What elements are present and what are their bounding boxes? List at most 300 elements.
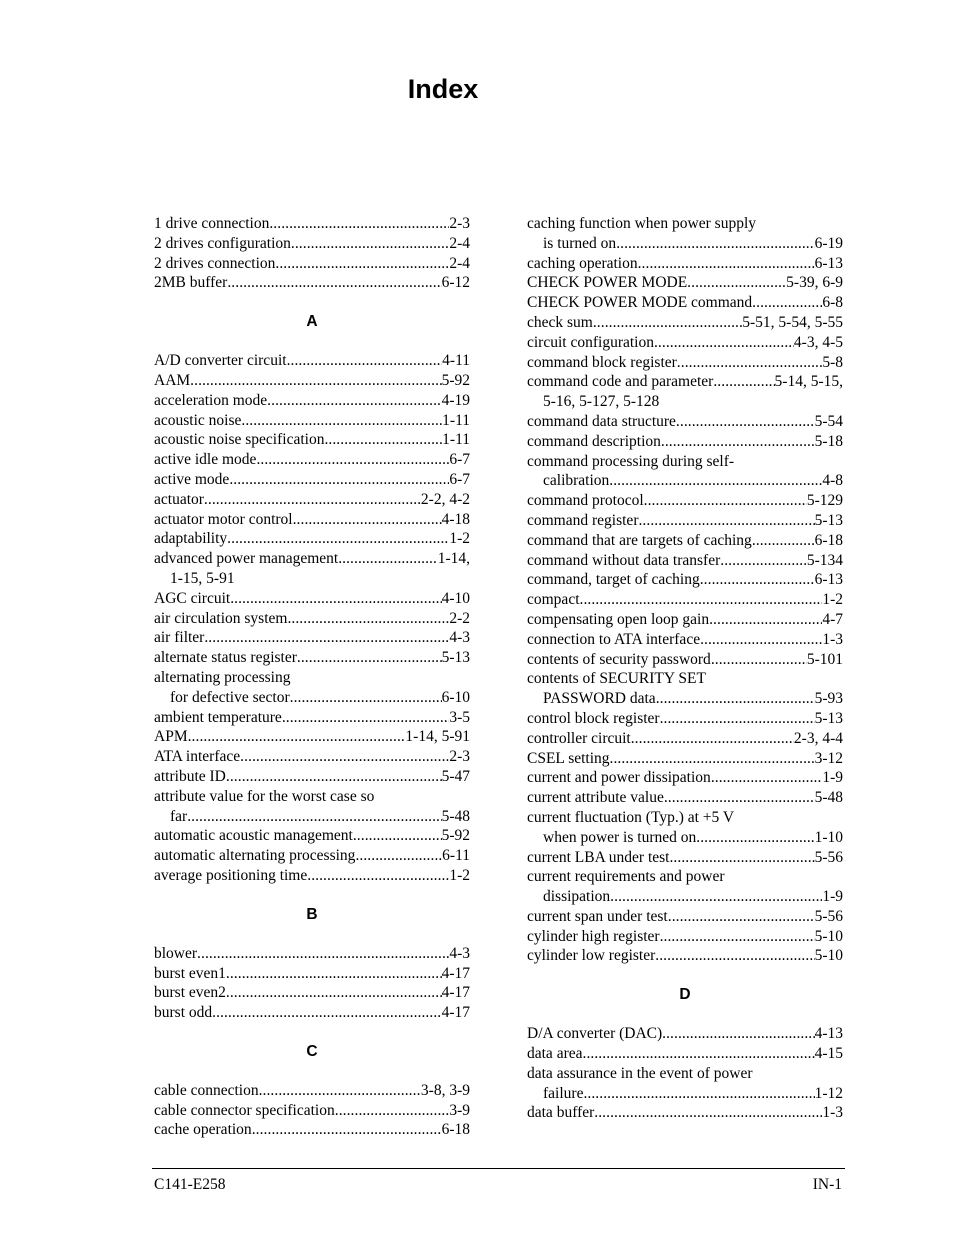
index-term: command description — [527, 432, 661, 450]
index-entry-line — [527, 570, 843, 590]
index-entry — [527, 749, 843, 769]
index-term: CHECK POWER MODE command — [527, 294, 753, 312]
dot-leader — [275, 254, 449, 274]
index-term: air filter — [154, 629, 205, 647]
index-entry-line — [154, 254, 470, 274]
index-term: current requirements and power — [527, 868, 725, 886]
index-term: current LBA under test — [527, 848, 670, 866]
dot-leader — [252, 1120, 442, 1140]
index-term: cache operation — [154, 1121, 252, 1139]
dot-leader — [229, 470, 449, 490]
page-reference: 3-5 — [449, 708, 470, 726]
page-reference: 1-3 — [822, 630, 843, 648]
index-entry-line — [527, 214, 843, 234]
index-entry-line — [527, 927, 843, 947]
index-entry-line — [154, 846, 470, 866]
page-reference: 6-12 — [441, 274, 470, 292]
index-term: current span under test — [527, 907, 668, 925]
page-reference: 6-19 — [814, 234, 843, 252]
index-entry-line — [527, 689, 843, 709]
index-entry-line — [527, 828, 843, 848]
index-entry — [154, 589, 470, 609]
section-heading: B — [306, 905, 318, 923]
index-term: far — [170, 807, 188, 825]
index-entry-line — [527, 946, 843, 966]
page-reference: 6-10 — [441, 688, 470, 706]
page-reference: 5-93 — [814, 690, 843, 708]
dot-leader — [700, 630, 822, 650]
index-term: command without data transfer — [527, 551, 721, 569]
page-reference: 4-17 — [441, 964, 470, 982]
dot-leader — [204, 490, 421, 510]
index-entry — [154, 273, 470, 293]
index-entry-line — [527, 907, 843, 927]
index-entry — [527, 273, 843, 293]
dot-leader — [187, 807, 441, 827]
page-reference: 6-7 — [449, 470, 470, 488]
page-title: Index — [407, 74, 479, 104]
index-entry — [527, 630, 843, 650]
index-term: advanced power management — [154, 550, 339, 568]
index-entry-line — [154, 944, 470, 964]
index-entry — [527, 946, 843, 966]
footer-page-number: IN-1 — [812, 1176, 842, 1193]
index-entry-line — [527, 293, 843, 313]
index-entry-line — [527, 610, 843, 630]
index-entry-line — [527, 768, 843, 788]
index-entry-line — [154, 529, 470, 549]
index-term: cable connection — [154, 1081, 259, 1099]
page-reference: 4-11 — [442, 352, 470, 370]
index-term: failure — [543, 1084, 584, 1102]
dot-leader — [631, 729, 794, 749]
index-entry — [154, 747, 470, 767]
index-term: command block register — [527, 353, 677, 371]
index-entry-line — [154, 727, 470, 747]
index-term: active idle mode — [154, 451, 257, 469]
index-entry-line — [154, 589, 470, 609]
index-entry-line — [527, 867, 843, 887]
index-term: command protocol — [527, 492, 644, 510]
index-term: acoustic noise — [154, 411, 242, 429]
dot-leader — [291, 234, 449, 254]
page-reference: 5-54 — [814, 412, 843, 430]
index-entry-line — [154, 450, 470, 470]
index-entry — [527, 214, 843, 254]
dot-leader — [616, 234, 814, 254]
index-entry-line — [154, 430, 470, 450]
dot-leader — [664, 788, 815, 808]
index-term: caching operation — [527, 254, 638, 272]
index-term: cylinder high register — [527, 927, 660, 945]
dot-leader — [583, 1084, 814, 1104]
dot-leader — [227, 273, 441, 293]
index-entry — [154, 846, 470, 866]
index-entry — [154, 628, 470, 648]
page-reference: 4-3, 4-5 — [793, 333, 843, 351]
page-reference: 4-13 — [814, 1025, 843, 1043]
index-term: burst even2 — [154, 984, 226, 1002]
dot-leader — [711, 768, 823, 788]
dot-leader — [226, 767, 442, 787]
index-entry-line — [154, 214, 470, 234]
dot-leader — [677, 353, 823, 373]
index-entry-line — [154, 866, 470, 886]
page-reference: 5-14, 5-15, — [774, 373, 843, 391]
index-entry — [527, 927, 843, 947]
index-entry — [154, 490, 470, 510]
dot-leader — [654, 333, 794, 353]
index-entry — [154, 983, 470, 1003]
index-entry — [527, 768, 843, 788]
index-entry-line — [154, 470, 470, 490]
index-entry-line — [154, 1081, 470, 1101]
dot-leader — [335, 1101, 450, 1121]
index-term: command code and parameter — [527, 373, 714, 391]
index-entry-line — [527, 392, 843, 412]
index-entry-line — [154, 648, 470, 668]
page-reference-continued: 5-16, 5-127, 5-128 — [543, 393, 660, 411]
index-entry — [527, 867, 843, 907]
index-entry — [154, 787, 470, 827]
dot-leader — [212, 1003, 441, 1023]
index-entry — [527, 788, 843, 808]
dot-leader — [269, 214, 449, 234]
index-term: controller circuit — [527, 729, 631, 747]
index-entry-line — [527, 669, 843, 689]
index-entry-line — [154, 688, 470, 708]
index-entry — [527, 313, 843, 333]
index-term: control block register — [527, 709, 660, 727]
index-term: active mode — [154, 470, 230, 488]
index-entry-line — [527, 709, 843, 729]
dot-leader — [230, 589, 441, 609]
index-term: cable connector specification — [154, 1101, 335, 1119]
index-entry — [527, 333, 843, 353]
page-reference: 5-129 — [806, 492, 843, 510]
index-entry-line — [527, 531, 843, 551]
index-entry-line — [527, 471, 843, 491]
page-reference: 5-10 — [814, 927, 843, 945]
page-reference: 4-7 — [822, 610, 843, 628]
dot-leader — [204, 628, 449, 648]
index-entry-line — [527, 848, 843, 868]
index-entry-line — [154, 628, 470, 648]
index-term: is turned on — [543, 234, 617, 252]
index-entry-line — [527, 372, 843, 392]
page-reference: 5-48 — [441, 807, 470, 825]
index-entry-line — [527, 887, 843, 907]
dot-leader — [353, 826, 442, 846]
index-term: dissipation — [543, 888, 611, 906]
index-entry-line — [527, 1044, 843, 1064]
dot-leader — [282, 708, 450, 728]
page-reference: 2-3 — [449, 748, 470, 766]
dot-leader — [580, 590, 823, 610]
index-entry — [154, 391, 470, 411]
index-entry-line — [527, 788, 843, 808]
index-entry-line — [527, 650, 843, 670]
page-reference: 1-2 — [449, 530, 470, 548]
page-reference: 6-7 — [449, 451, 470, 469]
index-entry — [527, 808, 843, 848]
index-term: actuator — [154, 490, 204, 508]
page-reference: 6-13 — [814, 571, 843, 589]
index-entry — [154, 1101, 470, 1121]
page-reference: 3-8, 3-9 — [420, 1081, 470, 1099]
page-reference: 2-3, 4-4 — [793, 729, 843, 747]
index-entry — [527, 412, 843, 432]
page-reference: 1-10 — [814, 828, 843, 846]
page-reference: 4-3 — [449, 944, 470, 962]
dot-leader — [638, 254, 815, 274]
index-entry-line — [154, 411, 470, 431]
index-entry-line — [154, 964, 470, 984]
index-entry — [154, 944, 470, 964]
index-entry-line — [527, 729, 843, 749]
page-reference: 5-47 — [441, 767, 470, 785]
index-entry — [527, 452, 843, 492]
page-reference: 5-13 — [814, 511, 843, 529]
index-entry — [527, 610, 843, 630]
page-reference: 5-13 — [814, 709, 843, 727]
index-term: air circulation system — [154, 609, 288, 627]
dot-leader — [226, 983, 442, 1003]
index-term: when power is turned on — [543, 828, 697, 846]
page-reference: 4-18 — [441, 510, 470, 528]
index-entry-line — [154, 767, 470, 787]
index-entry-line — [527, 590, 843, 610]
index-entry — [154, 254, 470, 274]
dot-leader — [197, 944, 449, 964]
dot-leader — [593, 313, 742, 333]
index-entry — [154, 470, 470, 490]
dot-leader — [240, 747, 449, 767]
index-entry-line — [527, 1084, 843, 1104]
index-term: command that are targets of caching — [527, 531, 752, 549]
page-reference: 4-10 — [441, 589, 470, 607]
index-term: compensating open loop gain — [527, 610, 710, 628]
page-reference: 5-10 — [814, 947, 843, 965]
index-entry — [154, 1003, 470, 1023]
page-reference: 5-18 — [814, 432, 843, 450]
index-term: connection to ATA interface — [527, 630, 701, 648]
page-reference: 3-9 — [449, 1101, 470, 1119]
index-entry-line — [154, 351, 470, 371]
index-entry — [527, 353, 843, 373]
index-entry — [527, 1064, 843, 1104]
dot-leader — [290, 688, 442, 708]
dot-leader — [676, 412, 815, 432]
index-entry-line — [527, 511, 843, 531]
index-term: ambient temperature — [154, 708, 282, 726]
index-term: automatic alternating processing — [154, 847, 356, 865]
index-column-right — [527, 214, 843, 1123]
index-term: CHECK POWER MODE — [527, 274, 688, 292]
index-entry — [154, 1081, 470, 1101]
index-term: command data structure — [527, 412, 676, 430]
page-reference: 4-3 — [449, 629, 470, 647]
section-heading: A — [306, 313, 318, 331]
dot-leader — [307, 866, 449, 886]
index-entry-line — [527, 491, 843, 511]
index-entry — [527, 372, 843, 412]
page-reference: 2-2, 4-2 — [420, 490, 470, 508]
index-term: command register — [527, 511, 639, 529]
dot-leader — [583, 1044, 815, 1064]
index-entry-line — [527, 452, 843, 472]
index-entry — [154, 351, 470, 371]
index-entry-line — [154, 490, 470, 510]
page-reference: 5-51, 5-54, 5-55 — [742, 313, 843, 331]
index-entry-line — [527, 254, 843, 274]
index-term: current attribute value — [527, 789, 664, 807]
index-entry-line — [154, 234, 470, 254]
page-reference: 4-15 — [814, 1045, 843, 1063]
dot-leader — [713, 372, 774, 392]
page-reference: 4-17 — [441, 984, 470, 1002]
index-term: current and power dissipation — [527, 769, 711, 787]
index-entry — [154, 214, 470, 234]
index-entry-line — [154, 609, 470, 629]
page-reference: 6-18 — [441, 1121, 470, 1139]
index-entry — [527, 709, 843, 729]
index-entry-line — [154, 807, 470, 827]
dot-leader — [696, 828, 814, 848]
page-reference: 5-56 — [814, 907, 843, 925]
index-entry — [154, 371, 470, 391]
index-entry — [154, 708, 470, 728]
footer-rule — [152, 1168, 845, 1169]
page-reference: 5-92 — [441, 827, 470, 845]
index-term: data buffer — [527, 1104, 595, 1122]
dot-leader — [720, 551, 807, 571]
index-entry — [527, 1103, 843, 1123]
index-term: check sum — [527, 313, 593, 331]
dot-leader — [188, 727, 406, 747]
index-entry — [527, 254, 843, 274]
index-term: compact — [527, 591, 580, 609]
index-entry-line — [527, 808, 843, 828]
index-entry — [154, 609, 470, 629]
page-reference: 4-17 — [441, 1004, 470, 1022]
dot-leader — [287, 351, 443, 371]
index-entry — [154, 826, 470, 846]
index-term: actuator motor control — [154, 510, 293, 528]
index-entry — [527, 650, 843, 670]
page-reference: 2-4 — [449, 234, 470, 252]
page-reference: 5-48 — [814, 789, 843, 807]
page-reference: 1-11 — [442, 411, 470, 429]
index-entry — [527, 491, 843, 511]
dot-leader — [669, 848, 814, 868]
index-term: PASSWORD data — [543, 690, 656, 708]
index-term: calibration — [543, 472, 610, 490]
index-entry — [154, 866, 470, 886]
index-term: attribute value for the worst case so — [154, 787, 375, 805]
dot-leader — [256, 450, 449, 470]
index-term: circuit configuration — [527, 333, 654, 351]
index-entry — [527, 551, 843, 571]
dot-leader — [711, 650, 807, 670]
index-column-left — [154, 214, 470, 1140]
index-entry — [154, 648, 470, 668]
page-reference: 1-9 — [822, 888, 843, 906]
index-entry — [527, 511, 843, 531]
dot-leader — [226, 964, 442, 984]
index-term: acoustic noise specification — [154, 431, 325, 449]
page-reference: 5-134 — [806, 551, 843, 569]
dot-leader — [267, 391, 441, 411]
index-entry-line — [527, 432, 843, 452]
index-entry — [527, 432, 843, 452]
page-reference: 1-14, — [437, 550, 470, 568]
page-reference: 2-2 — [449, 609, 470, 627]
page-reference: 5-39, 6-9 — [786, 274, 843, 292]
index-entry — [154, 964, 470, 984]
index-term: A/D converter circuit — [154, 352, 287, 370]
index-term: blower — [154, 944, 198, 962]
index-entry-line — [527, 234, 843, 254]
index-entry-line — [154, 826, 470, 846]
index-entry-line — [154, 273, 470, 293]
index-entry — [527, 531, 843, 551]
index-entry-line — [527, 412, 843, 432]
index-entry-line — [154, 569, 470, 589]
index-term: command, target of caching — [527, 571, 700, 589]
index-term: average positioning time — [154, 866, 308, 884]
page-reference: 6-18 — [814, 531, 843, 549]
dot-leader — [668, 907, 815, 927]
index-entry-line — [527, 1064, 843, 1084]
dot-leader — [259, 1081, 421, 1101]
page-reference: 1-3 — [822, 1104, 843, 1122]
index-entry — [154, 529, 470, 549]
index-entry — [154, 767, 470, 787]
index-entry — [154, 1120, 470, 1140]
dot-leader — [752, 293, 822, 313]
dot-leader — [610, 887, 822, 907]
page-reference: 5-8 — [822, 353, 843, 371]
dot-leader — [293, 510, 442, 530]
dot-leader — [638, 511, 814, 531]
page-reference: 1-12 — [814, 1084, 843, 1102]
page-reference: 2-3 — [449, 215, 470, 232]
page-reference: 1-2 — [822, 591, 843, 609]
index-entry-line — [527, 630, 843, 650]
dot-leader — [227, 529, 449, 549]
index-term: data assurance in the event of power — [527, 1064, 753, 1082]
footer-doc-id: C141-E258 — [154, 1176, 226, 1193]
dot-leader — [644, 491, 807, 511]
index-term: AGC circuit — [154, 589, 231, 607]
index-term: 2 drives configuration — [154, 234, 291, 252]
index-entry-line — [154, 787, 470, 807]
index-entry-line — [527, 273, 843, 293]
page-reference: 4-8 — [822, 472, 843, 490]
index-entry-line — [154, 391, 470, 411]
dot-leader — [655, 946, 814, 966]
page-reference: 5-13 — [441, 649, 470, 667]
index-term: AAM — [154, 371, 191, 389]
dot-leader — [660, 709, 815, 729]
index-entry — [527, 907, 843, 927]
index-entry — [527, 293, 843, 313]
index-term: cylinder low register — [527, 947, 656, 965]
index-term: burst odd — [154, 1004, 213, 1022]
index-entry — [527, 590, 843, 610]
page-reference: 1-2 — [449, 866, 470, 884]
